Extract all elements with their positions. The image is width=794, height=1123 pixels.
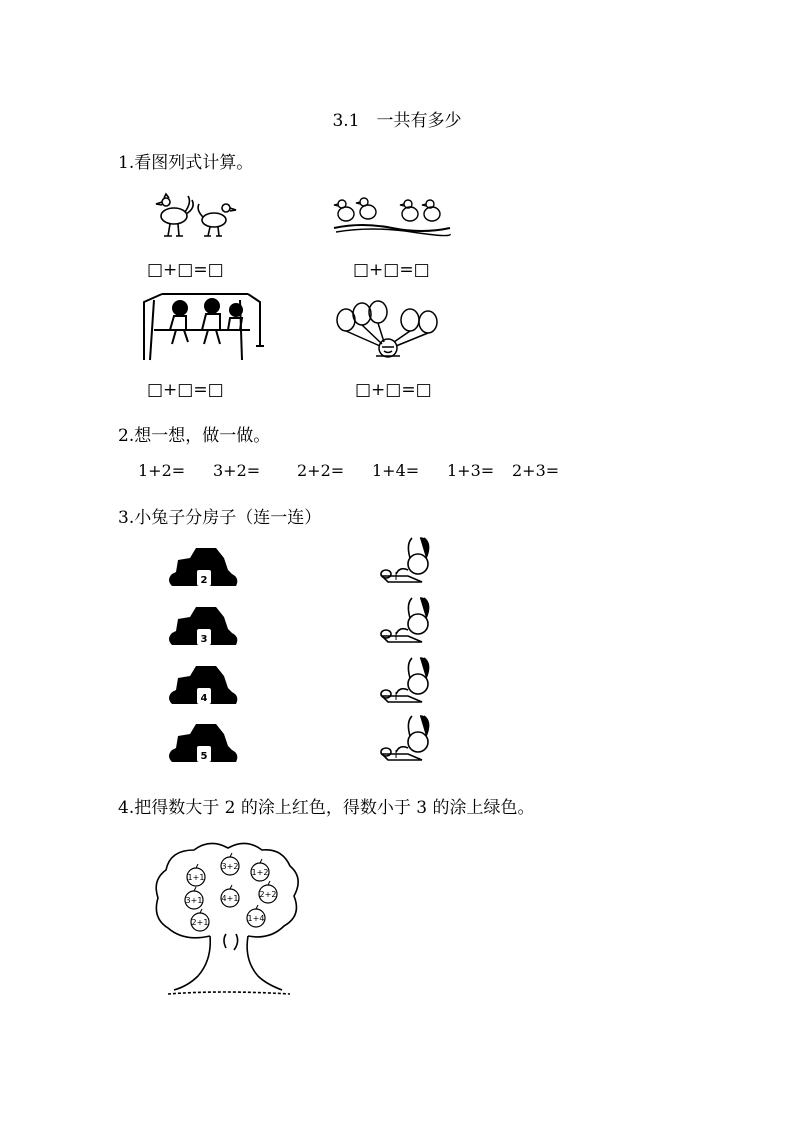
apple-8	[247, 905, 265, 927]
svg-text:1+2: 1+2	[251, 868, 269, 877]
house-4	[166, 664, 242, 712]
svg-text:1+1: 1+1	[187, 873, 205, 882]
svg-text:2+1: 2+1	[191, 918, 209, 927]
svg-text:3+1: 3+1	[185, 896, 203, 905]
apple-7	[191, 909, 209, 931]
apple-2	[221, 853, 239, 875]
question-3-prompt: 3.小兔子分房子（连一连）	[118, 508, 322, 528]
apple-5	[221, 885, 239, 907]
rabbit-4	[378, 714, 436, 768]
house-2	[166, 546, 242, 594]
rabbit-1	[378, 536, 436, 590]
sum-item: 2+2=	[297, 461, 345, 480]
question-1-prompt: 1.看图列式计算。	[118, 153, 254, 173]
sum-item: 1+2=	[138, 461, 186, 480]
svg-text:2+2: 2+2	[259, 890, 277, 899]
balloons-illustration	[332, 300, 442, 362]
chicks-illustration	[332, 192, 452, 242]
rabbit-label: +	[390, 689, 402, 703]
house-number: 5	[200, 751, 208, 762]
swing-children-illustration	[140, 290, 268, 362]
sum-item: 1+3=	[447, 461, 495, 480]
rabbit-label: +	[390, 629, 402, 643]
sum-item: 3+2=	[213, 461, 261, 480]
question-4-prompt: 4.把得数大于 2 的涂上红色，得数小于 3 的涂上绿色。	[118, 798, 535, 818]
apple-6	[259, 881, 277, 903]
svg-text:1+4: 1+4	[247, 914, 265, 923]
roosters-illustration	[152, 192, 242, 242]
apple-1	[187, 864, 205, 886]
house-number: 2	[200, 575, 208, 586]
equation-blank-3: □+□=□	[147, 380, 224, 400]
house-5	[166, 722, 242, 770]
question-2-prompt: 2.想一想，做一做。	[118, 426, 271, 446]
page-title: 3.1 一共有多少	[332, 111, 462, 131]
rabbit-2	[378, 596, 436, 650]
rabbit-label: +	[390, 747, 402, 761]
house-3	[166, 605, 242, 653]
apple-4	[185, 887, 203, 909]
equation-blank-1: □+□=□	[147, 260, 224, 280]
sum-item: 2+3=	[512, 461, 560, 480]
equation-blank-2: □+□=□	[353, 260, 430, 280]
rabbit-3	[378, 656, 436, 710]
house-number: 4	[200, 693, 208, 704]
rabbit-label: +	[390, 569, 402, 583]
apple-3	[251, 859, 269, 881]
house-number: 3	[200, 634, 208, 645]
apple-tree	[150, 840, 310, 1004]
svg-text:4+1: 4+1	[221, 894, 239, 903]
svg-text:3+2: 3+2	[221, 862, 239, 871]
sum-item: 1+4=	[372, 461, 420, 480]
equation-blank-4: □+□=□	[355, 380, 432, 400]
